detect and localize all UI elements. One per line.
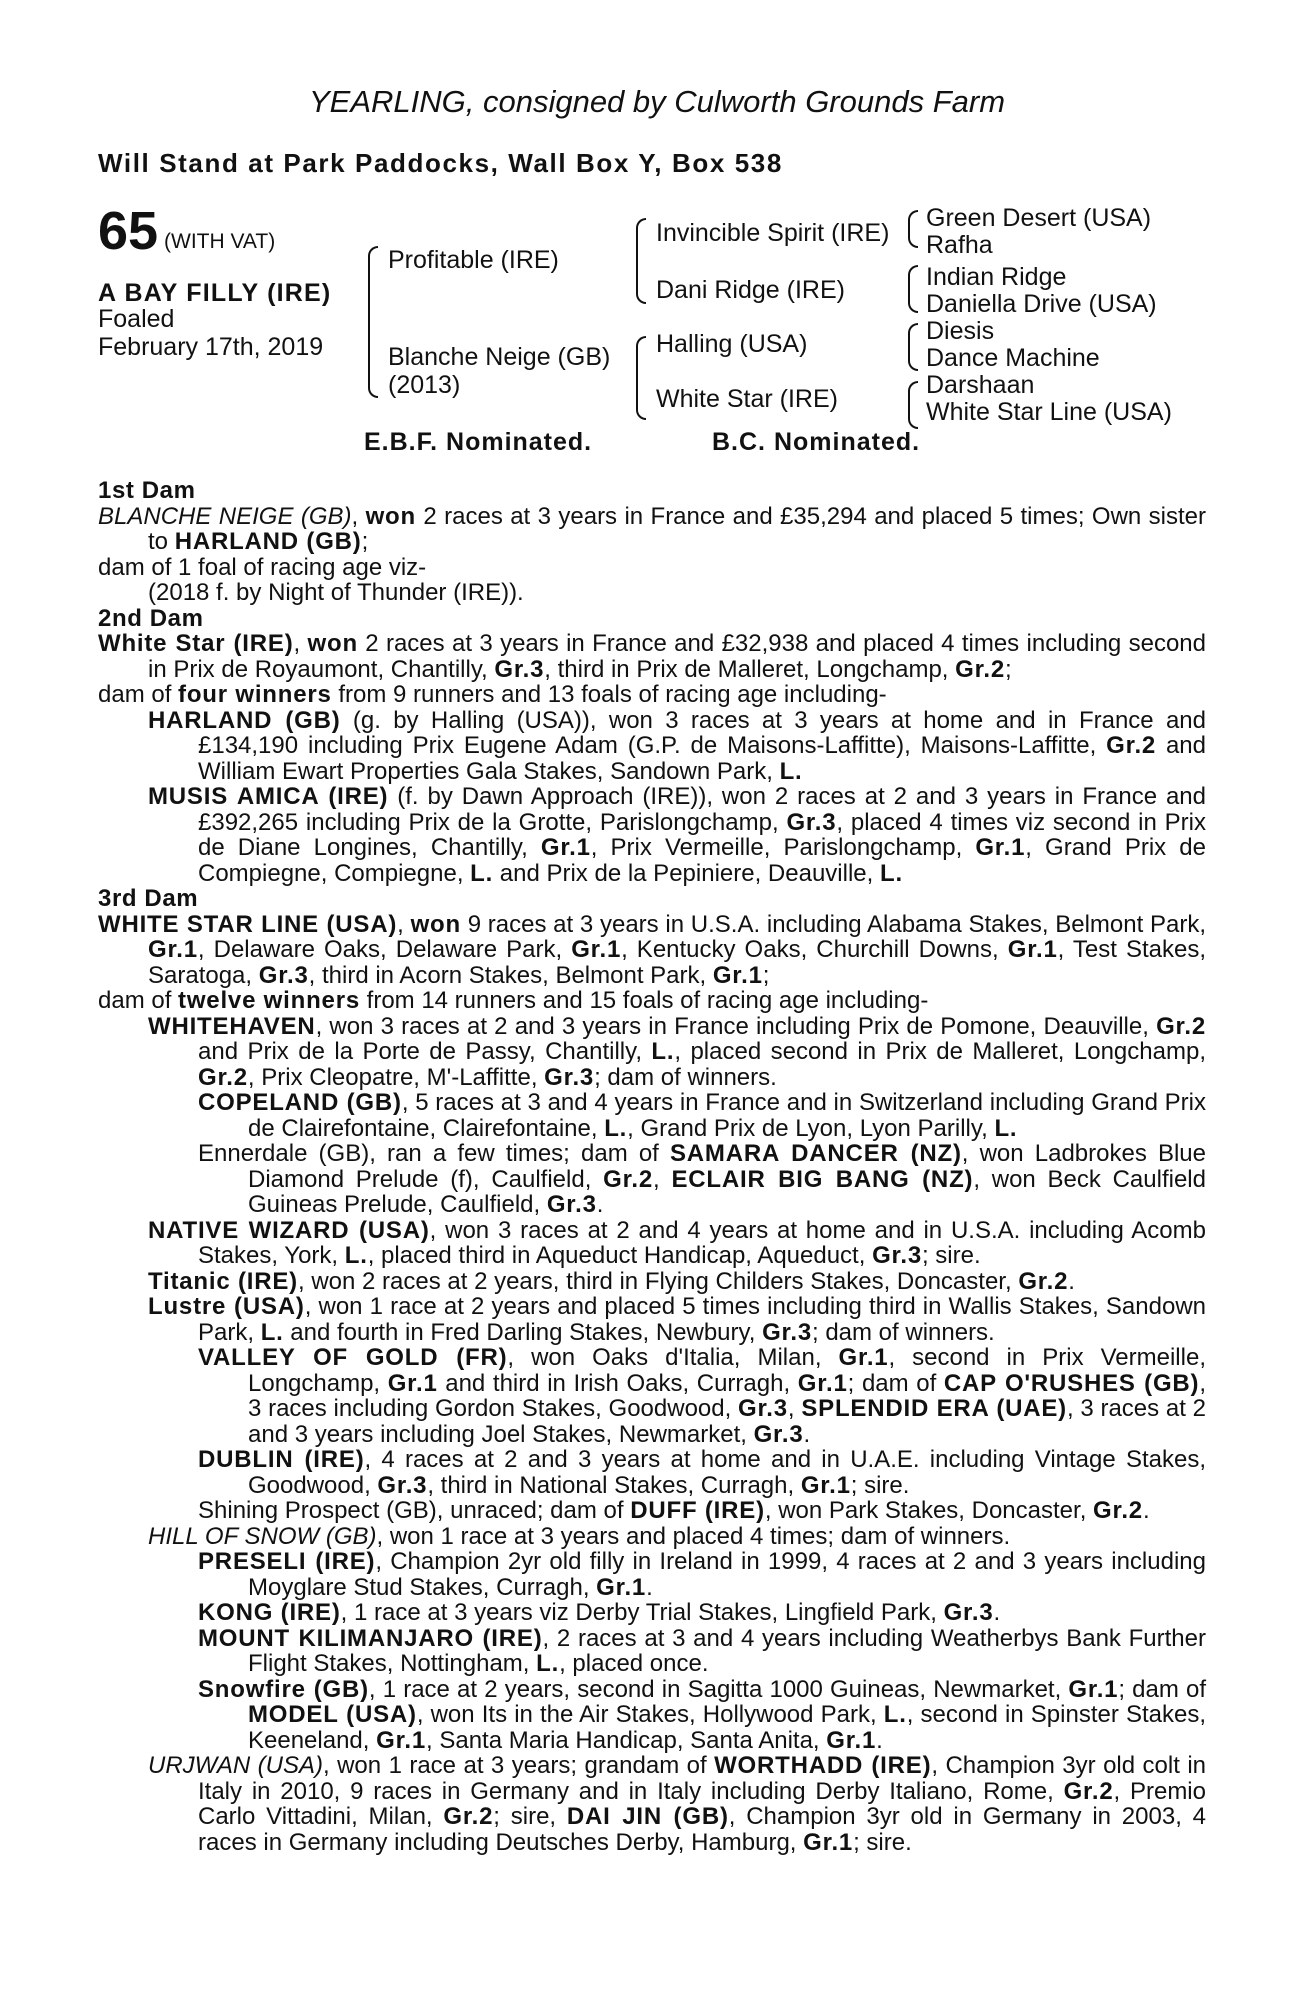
text-run: , won 3 races at 2 and 4 years at home and in U.S.A. including Acomb Stakes, York,: [198, 1216, 1206, 1269]
text-run: ;: [361, 528, 369, 555]
dam-section: [98, 886, 1206, 1855]
text-run: and Prix de la Pepiniere, Deauville,: [493, 859, 880, 887]
text-run: , second in Prix Vermeille, Longchamp,: [248, 1344, 1206, 1397]
bold-text: Gr.1: [800, 1471, 851, 1499]
text-run: , 5 races at 3 and 4 years in France and in Switzerland including Grand Prix de Clairefontaine, Clairefontaine,: [248, 1089, 1206, 1142]
text-run: ,: [787, 1395, 802, 1422]
pedigree-g4-entry: Green Desert (USA): [926, 204, 1152, 232]
text-run: , won 1 race at 3 years; grandam of: [323, 1752, 715, 1779]
text-run: , Prix Vermeille, Parislongchamp,: [590, 834, 976, 861]
bc-nomination: B.C. Nominated.: [712, 428, 921, 456]
text-run: dam of: [98, 987, 179, 1014]
text-run: , won 1 race at 3 years and placed 4 times; dam of winners.: [376, 1522, 1011, 1550]
text-run: , Grand Prix de Lyon, Lyon Parilly,: [627, 1114, 995, 1142]
section-title: 2nd Dam: [98, 604, 204, 632]
pedigree-paragraph: [98, 1090, 1206, 1141]
pedigree-paragraph: [98, 1269, 1206, 1295]
text-run: 2 races at 3 years in France and £35,294 and placed 5 times; Own sister to: [148, 502, 1207, 555]
bold-text: Gr.2: [1018, 1267, 1069, 1295]
text-run: , placed second in Prix de Malleret, Longchamp,: [674, 1038, 1206, 1065]
bold-text: L.: [651, 1038, 675, 1065]
pedigree-dam: Blanche Neige (GB): [388, 343, 611, 371]
text-run: .: [646, 1573, 653, 1601]
bold-text: L.: [779, 757, 803, 785]
italic-text: URJWAN (USA): [148, 1752, 323, 1779]
text-run: .: [876, 1726, 883, 1754]
pedigree-paragraph: [98, 1294, 1206, 1345]
text-run: , Test Stakes, Saratoga,: [148, 936, 1206, 989]
pedigree-paragraph: [98, 504, 1206, 555]
text-run: , won 2 races at 2 years, third in Flying Childers Stakes, Doncaster,: [297, 1267, 1019, 1295]
bold-text: Gr.1: [596, 1573, 647, 1601]
pedigree-notes: [98, 478, 1206, 1855]
text-run: dam of: [98, 681, 179, 708]
text-run: ;: [762, 961, 770, 989]
text-run: .: [1142, 1497, 1150, 1524]
pedigree-brace-gen1: [368, 246, 378, 398]
pedigree-paragraph: [98, 1524, 1206, 1550]
bold-text: Gr.2: [443, 1803, 494, 1830]
bold-text: Gr.3: [546, 1191, 597, 1218]
bold-text: Gr.3: [738, 1395, 788, 1422]
text-run: , Delaware Oaks, Delaware Park,: [197, 936, 572, 963]
bold-text: L.: [260, 1318, 284, 1346]
bold-text: Gr.2: [1106, 732, 1157, 759]
pedigree-g4-entry: Daniella Drive (USA): [926, 290, 1157, 318]
bold-text: DUFF (IRE): [630, 1497, 765, 1524]
foaled-date: February 17th, 2019: [98, 333, 324, 361]
text-run: dam of 1 foal of racing age viz-: [98, 553, 427, 581]
bold-text: SAMARA DANCER (NZ): [669, 1140, 962, 1167]
bold-text: L.: [994, 1114, 1018, 1142]
bold-text: Gr.3: [494, 655, 545, 683]
section-title: 3rd Dam: [98, 885, 199, 912]
bold-text: won: [307, 630, 358, 657]
text-run: Ennerdale (GB), ran a few times; dam of: [198, 1140, 670, 1167]
bold-text: Gr.3: [258, 961, 309, 989]
vat-note: (WITH VAT): [164, 230, 276, 253]
bold-text: Gr.3: [872, 1242, 922, 1269]
stand-location: Will Stand at Park Paddocks, Wall Box Y, Box 538: [98, 148, 783, 178]
pedigree-sire-sire: Invincible Spirit (IRE): [656, 219, 890, 247]
pedigree-paragraph: [98, 1014, 1206, 1091]
bold-text: Gr.3: [544, 1063, 595, 1091]
bold-text: COPELAND (GB): [198, 1089, 402, 1116]
bold-text: Gr.2: [1156, 1012, 1206, 1040]
bold-text: won: [410, 910, 461, 938]
pedigree-g4-entry: Diesis: [926, 317, 995, 345]
bold-text: DUBLIN (IRE): [198, 1446, 365, 1473]
bold-text: WHITE STAR LINE (USA): [98, 910, 398, 938]
pedigree-brace-dam: [636, 336, 646, 420]
text-run: , won Its in the Air Stakes, Hollywood Park,: [416, 1701, 884, 1728]
bold-text: Gr.1: [838, 1344, 889, 1371]
pedigree-paragraph: [98, 1447, 1206, 1498]
bold-text: SPLENDID ERA (UAE): [801, 1395, 1067, 1422]
bold-text: Gr.2: [1093, 1497, 1143, 1524]
pedigree-paragraph: [98, 555, 1206, 581]
bold-text: L.: [879, 859, 903, 887]
text-run: , won Ladbrokes Blue Diamond Prelude (f), Caulfield,: [248, 1140, 1207, 1193]
text-run: , Champion 3yr old colt in Italy in 2010, 9 races in Germany and in Italy including Derby Italiano, Rome,: [198, 1752, 1206, 1805]
dam-section: [98, 478, 1206, 606]
bold-text: Lustre (USA): [148, 1293, 305, 1320]
pedigree-dam-dam: White Star (IRE): [656, 385, 838, 413]
pedigree-paragraph: [98, 708, 1206, 785]
text-run: ,: [397, 910, 411, 938]
text-run: , won 3 races at 2 and 3 years in France including Prix de Pomone, Deauville,: [315, 1012, 1157, 1040]
pedigree-paragraph: [98, 1218, 1206, 1269]
text-run: , won 1 race at 2 years and placed 5 times including third in Wallis Stakes, Sandown Park,: [198, 1293, 1206, 1346]
text-run: , Champion 2yr old filly in Ireland in 1999, 4 races at 2 and 3 years including Moyglare Stud Stakes, Curragh,: [248, 1548, 1206, 1601]
pedigree-sire-dam: Dani Ridge (IRE): [656, 276, 845, 304]
text-run: , won Park Stakes, Doncaster,: [764, 1497, 1094, 1524]
pedigree-paragraph: [98, 1141, 1206, 1218]
bold-text: MODEL (USA): [248, 1701, 417, 1728]
bold-text: Titanic (IRE): [148, 1267, 298, 1295]
bold-text: Gr.2: [955, 655, 1006, 683]
bold-text: Gr.3: [377, 1471, 428, 1499]
italic-text: BLANCHE NEIGE (GB): [98, 502, 352, 530]
text-run: ; dam of winners.: [811, 1318, 995, 1346]
bold-text: Gr.2: [603, 1165, 654, 1193]
pedigree-g4-entry: Indian Ridge: [926, 263, 1067, 291]
text-run: Shining Prospect (GB), unraced; dam of: [198, 1497, 631, 1524]
bold-text: Snowfire (GB): [198, 1675, 369, 1703]
text-run: , 1 race at 3 years viz Derby Trial Stakes, Lingfield Park,: [340, 1599, 944, 1626]
pedigree-paragraph: [98, 1498, 1206, 1524]
text-run: ,: [351, 502, 366, 530]
text-run: ; sire.: [850, 1471, 910, 1499]
bold-text: Gr.3: [753, 1420, 804, 1448]
bold-text: PRESELI (IRE): [198, 1548, 376, 1575]
text-run: ; sire.: [921, 1242, 981, 1269]
text-run: .: [803, 1420, 811, 1448]
pedigree-g4-entry: Dance Machine: [926, 344, 1100, 372]
text-run: , 1 race at 2 years, second in Sagitta 1000 Guineas, Newmarket,: [368, 1675, 1069, 1703]
pedigree-paragraph: [98, 1677, 1206, 1754]
ebf-nomination: E.B.F. Nominated.: [364, 428, 593, 456]
text-run: ,: [293, 630, 308, 657]
text-run: ; sire,: [493, 1803, 567, 1830]
pedigree-paragraph: [98, 682, 1206, 708]
pedigree-dam-sire: Halling (USA): [656, 330, 808, 358]
bold-text: Gr.1: [1007, 936, 1058, 963]
pedigree-sire: Profitable (IRE): [388, 246, 559, 274]
text-run: .: [596, 1191, 604, 1218]
text-run: , placed once.: [559, 1650, 709, 1677]
text-run: , Kentucky Oaks, Churchill Downs,: [621, 936, 1008, 963]
pedigree-paragraph: [98, 1549, 1206, 1600]
pedigree-paragraph: [98, 784, 1206, 886]
bold-text: HARLAND (GB): [174, 528, 362, 555]
text-run: ; sire.: [853, 1828, 912, 1856]
text-run: ,: [653, 1165, 672, 1193]
bold-text: CAP O'RUSHES (GB): [943, 1369, 1200, 1397]
italic-text: HILL OF SNOW (GB): [148, 1522, 377, 1550]
pedigree-paragraph: [98, 988, 1206, 1014]
bold-text: Gr.1: [1068, 1675, 1119, 1703]
bold-text: Gr.1: [387, 1369, 438, 1397]
bold-text: NATIVE WIZARD (USA): [148, 1216, 430, 1244]
text-run: ; dam of: [1118, 1675, 1206, 1703]
text-run: (g. by Halling (USA)), won 3 races at 3 years at home and in France and £134,190 including Prix Eugene Adam (G.P. de Maisons-Laffitte), Maisons-Laffitte,: [198, 706, 1207, 759]
text-run: .: [1068, 1267, 1075, 1295]
text-run: , placed 4 times viz second in Prix de Diane Longines, Chantilly,: [198, 808, 1206, 861]
pedigree-paragraph: [98, 1626, 1206, 1677]
section-title: 1st Dam: [98, 477, 196, 504]
pedigree-paragraph: [98, 1345, 1206, 1447]
bold-text: WHITEHAVEN: [148, 1012, 316, 1040]
bold-text: L.: [470, 859, 494, 887]
pedigree-g4-entry: Rafha: [926, 231, 993, 259]
bold-text: KONG (IRE): [198, 1599, 341, 1626]
text-run: and third in Irish Oaks, Curragh,: [437, 1369, 798, 1397]
bold-text: L.: [344, 1242, 368, 1269]
bold-text: DAI JIN (GB): [566, 1803, 729, 1830]
text-run: 9 races at 3 years in U.S.A. including Alabama Stakes, Belmont Park,: [460, 910, 1206, 938]
pedigree-paragraph: [98, 1753, 1206, 1855]
bold-text: VALLEY OF GOLD (FR): [198, 1344, 508, 1371]
bold-text: Gr.2: [1063, 1777, 1114, 1805]
text-run: ;: [1005, 655, 1012, 683]
pedigree-dam-year: (2013): [388, 371, 461, 399]
bold-text: won: [365, 502, 416, 530]
bold-text: twelve winners: [178, 987, 360, 1014]
bold-text: ECLAIR BIG BANG (NZ): [671, 1165, 974, 1193]
bold-text: HARLAND (GB): [148, 706, 341, 734]
bold-text: four winners: [178, 681, 332, 708]
text-run: .: [993, 1599, 1001, 1626]
text-run: , 2 races at 3 and 4 years including Weatherbys Bank Further Flight Stakes, Nottingham,: [248, 1624, 1206, 1677]
lot-description: A BAY FILLY (IRE): [98, 279, 332, 307]
bold-text: L.: [604, 1114, 628, 1142]
text-run: , placed third in Aqueduct Handicap, Aqueduct,: [367, 1242, 873, 1269]
bold-text: Gr.1: [376, 1726, 427, 1754]
pedigree-paragraph: [98, 631, 1206, 682]
text-run: from 9 runners and 13 foals of racing age including-: [331, 681, 887, 708]
pedigree-g4-entry: Darshaan: [926, 371, 1035, 399]
text-run: , Prix Cleopatre, M'-Laffitte,: [247, 1063, 545, 1091]
text-run: , 3 races at 2 and 3 years including Joel Stakes, Newmarket,: [248, 1395, 1206, 1448]
pedigree-paragraph: [98, 912, 1206, 989]
bold-text: Gr.3: [943, 1599, 994, 1626]
bold-text: Gr.3: [762, 1318, 812, 1346]
pedigree-brace-sire: [636, 218, 646, 304]
text-run: , Premio Carlo Vittadini, Milan,: [198, 1777, 1206, 1830]
bold-text: Gr.1: [148, 936, 198, 963]
bold-text: L.: [536, 1650, 560, 1677]
text-run: , third in Acorn Stakes, Belmont Park,: [308, 961, 713, 989]
bold-text: Gr.1: [797, 1369, 848, 1397]
bold-text: Gr.1: [975, 834, 1026, 861]
text-run: , Champion 3yr old in Germany in 2003, 4 races in Germany including Deutsches Derby, Hamburg,: [198, 1803, 1207, 1856]
bold-text: MUSIS AMICA (IRE): [148, 783, 389, 810]
text-run: , Santa Maria Handicap, Santa Anita,: [426, 1726, 827, 1754]
bold-text: WORTHADD (IRE): [714, 1752, 932, 1779]
text-run: , third in Prix de Malleret, Longchamp,: [544, 655, 956, 683]
pedigree-brace-g4-4: [908, 381, 918, 429]
pedigree-paragraph: [98, 1600, 1206, 1626]
text-run: , 4 races at 2 and 3 years at home and in U.A.E. including Vintage Stakes, Goodwood,: [248, 1446, 1206, 1499]
bold-text: Gr.1: [712, 961, 763, 989]
text-run: 2 races at 3 years in France and £32,938 and placed 4 times including second in Prix de Royaumont, Chantilly,: [148, 630, 1206, 683]
pedigree-g4-entry: White Star Line (USA): [926, 398, 1172, 426]
pedigree-brace-g4-3: [908, 323, 918, 371]
bold-text: Gr.1: [540, 834, 591, 861]
text-run: ; dam of winners.: [594, 1063, 777, 1091]
text-run: (f. by Dawn Approach (IRE)), won 2 races at 2 and 3 years in France and £392,265 including Prix de la Grotte, Parislongchamp,: [198, 783, 1206, 836]
bold-text: MOUNT KILIMANJARO (IRE): [198, 1624, 543, 1652]
pedigree-brace-g4-2: [908, 265, 918, 313]
bold-text: Gr.1: [826, 1726, 877, 1754]
page-title: YEARLING, consigned by Culworth Grounds Farm: [308, 84, 1006, 119]
pedigree-brace-g4-1: [908, 210, 918, 248]
text-run: (2018 f. by Night of Thunder (IRE)).: [148, 579, 524, 606]
text-run: , Grand Prix de Compiegne, Compiegne,: [198, 834, 1206, 887]
text-run: from 14 runners and 15 foals of racing age including-: [359, 987, 929, 1014]
text-run: , third in National Stakes, Curragh,: [427, 1471, 801, 1499]
text-run: and fourth in Fred Darling Stakes, Newbury,: [283, 1318, 763, 1346]
lot-number: 65: [98, 201, 159, 261]
text-run: , 3 races including Gordon Stakes, Goodwood,: [248, 1369, 1207, 1422]
bold-text: Gr.2: [198, 1063, 248, 1091]
bold-text: White Star (IRE): [98, 630, 294, 657]
text-run: , won Oaks d'Italia, Milan,: [507, 1344, 839, 1371]
foaled-label: Foaled: [98, 305, 175, 333]
text-run: and Prix de la Porte de Passy, Chantilly,: [198, 1038, 652, 1065]
text-run: , second in Spinster Stakes, Keeneland,: [248, 1701, 1206, 1754]
bold-text: Gr.1: [571, 936, 622, 963]
text-run: and William Ewart Properties Gala Stakes, Sandown Park,: [198, 732, 1206, 785]
bold-text: Gr.1: [803, 1828, 854, 1856]
pedigree-paragraph: [98, 580, 1206, 606]
bold-text: L.: [883, 1701, 907, 1728]
bold-text: Gr.3: [786, 808, 837, 836]
text-run: ; dam of: [847, 1369, 944, 1397]
text-run: , won Beck Caulfield Guineas Prelude, Caulfield,: [248, 1165, 1206, 1218]
dam-section: [98, 606, 1206, 887]
